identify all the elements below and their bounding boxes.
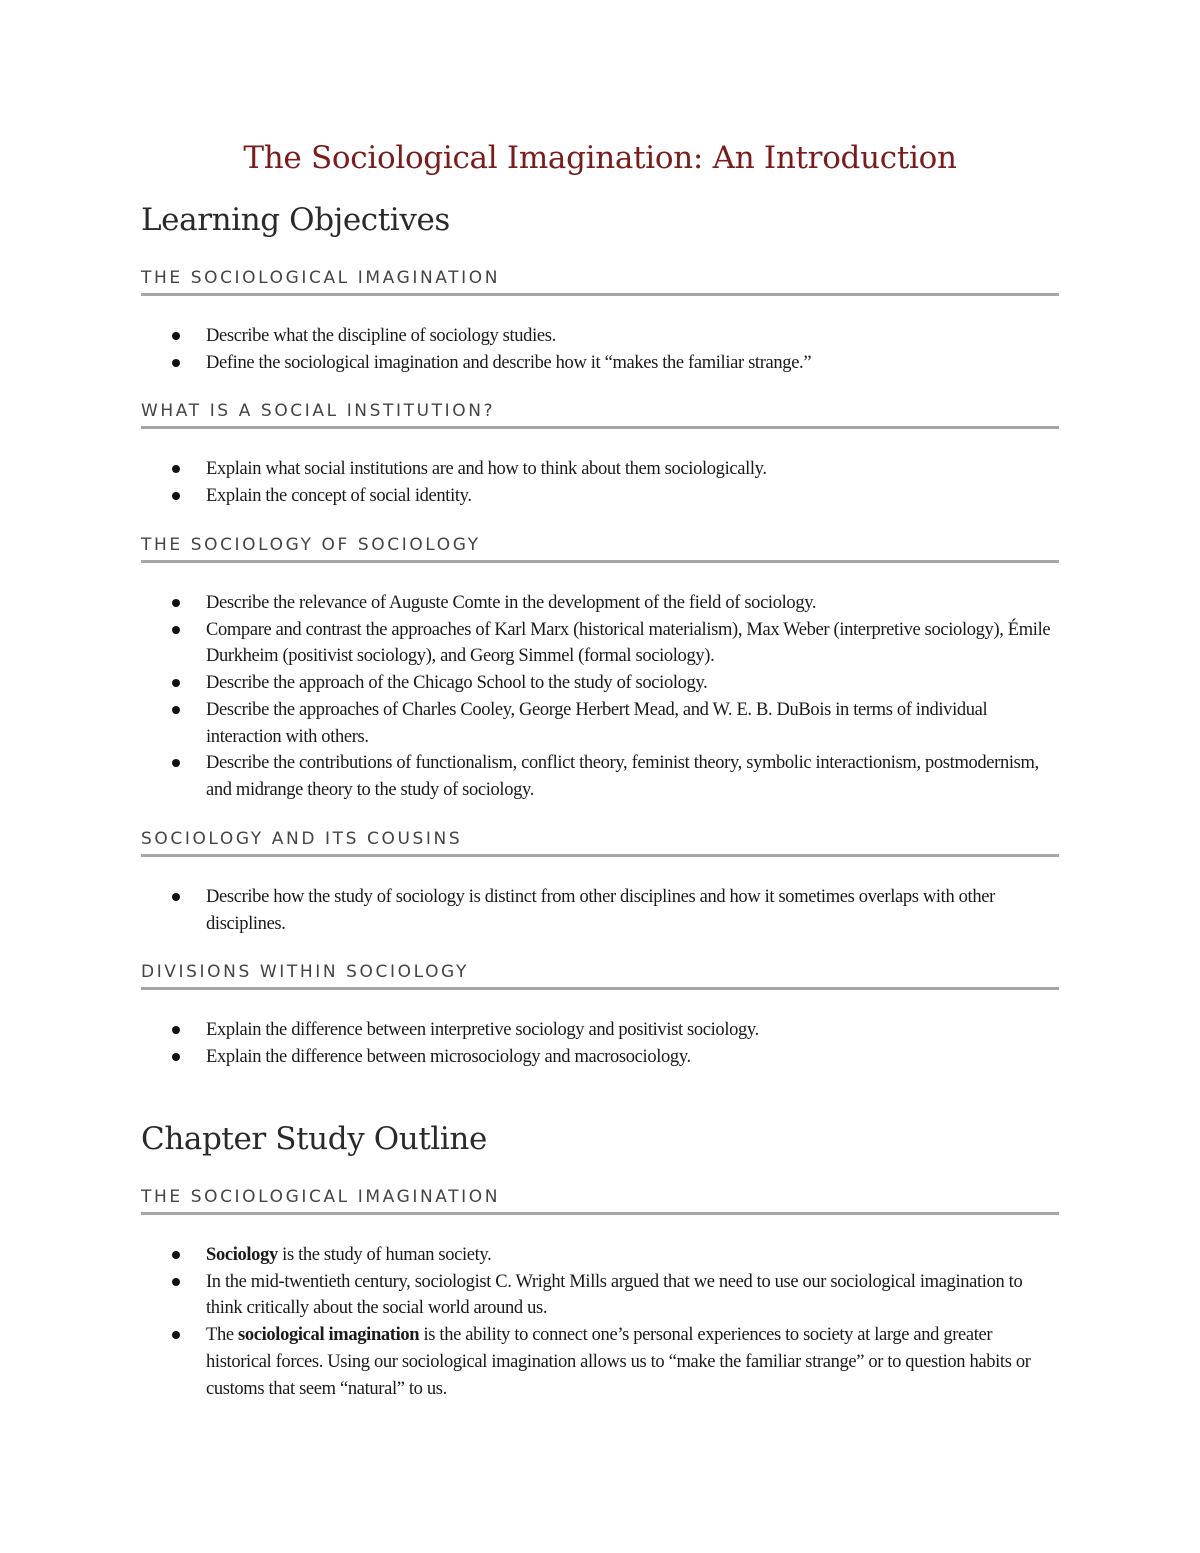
bullet-icon — [172, 1053, 180, 1061]
bullet-icon — [172, 1278, 180, 1286]
outline-list-1 — [141, 1242, 1059, 1402]
objectives-list-1 — [141, 323, 1059, 376]
bullet-icon — [172, 626, 180, 634]
list-item: The sociological imagination is the ability to connect one’s personal experiences to society at large and greater historical forces. Using our sociological imagination allows us to “make the familiar strange” or to question habits or customs that seem “natural” to us. — [141, 1322, 1059, 1402]
section-heading-divisions: DIVISIONS WITHIN SOCIOLOGY — [141, 962, 1059, 990]
section-heading-outline-sociological-imagination: THE SOCIOLOGICAL IMAGINATION — [141, 1187, 1059, 1215]
list-item: Describe the contributions of functionalism, conflict theory, feminist theory, symbolic interactionism, postmodernism, and midrange theory to the study of sociology. — [141, 750, 1059, 803]
document-title: The Sociological Imagination: An Introduction — [243, 140, 957, 176]
list-item: Describe the relevance of Auguste Comte in the development of the field of sociology. — [141, 590, 1059, 617]
term-sociology: Sociology — [206, 1245, 278, 1265]
term-sociological-imagination: sociological imagination — [238, 1325, 420, 1346]
bullet-icon — [172, 1251, 180, 1259]
section-heading-sociological-imagination: THE SOCIOLOGICAL IMAGINATION — [141, 268, 1059, 296]
bullet-icon — [172, 492, 180, 500]
objectives-list-2 — [141, 456, 1059, 509]
list-item: Explain what social institutions are and how to think about them sociologically. — [141, 456, 1059, 483]
bullet-icon — [172, 599, 180, 607]
bullet-icon — [172, 1331, 180, 1339]
list-item: Explain the concept of social identity. — [141, 483, 1059, 510]
chapter-outline-heading: Chapter Study Outline — [141, 1121, 487, 1157]
list-item: Describe the approaches of Charles Cooley, George Herbert Mead, and W. E. B. DuBois in terms of individual interaction with others. — [141, 697, 1059, 750]
list-item: Explain the difference between interpretive sociology and positivist sociology. — [141, 1017, 1059, 1044]
bullet-icon — [172, 465, 180, 473]
bullet-icon — [172, 706, 180, 714]
objectives-list-5 — [141, 1017, 1059, 1070]
section-heading-sociology-of-sociology: THE SOCIOLOGY OF SOCIOLOGY — [141, 535, 1059, 563]
objectives-list-3 — [141, 590, 1059, 804]
list-item: Explain the difference between microsociology and macrosociology. — [141, 1044, 1059, 1071]
section-heading-sociology-cousins: SOCIOLOGY AND ITS COUSINS — [141, 829, 1059, 857]
bullet-icon — [172, 759, 180, 767]
list-item: Define the sociological imagination and describe how it “makes the familiar strange.” — [141, 350, 1059, 377]
section-heading-social-institution: WHAT IS A SOCIAL INSTITUTION? — [141, 401, 1059, 429]
list-item: Describe what the discipline of sociology studies. — [141, 323, 1059, 350]
bullet-icon — [172, 1026, 180, 1034]
list-item: In the mid-twentieth century, sociologist C. Wright Mills argued that we need to use our sociological imagination to think critically about the social world around us. — [141, 1269, 1059, 1322]
list-item: Compare and contrast the approaches of Karl Marx (historical materialism), Max Weber (interpretive sociology), Émile Durkheim (positivist sociology), and Georg Simmel (formal sociology). — [141, 617, 1059, 670]
list-item: Sociology is the study of human society. — [141, 1242, 1059, 1269]
list-item: Describe how the study of sociology is distinct from other disciplines and how it sometimes overlaps with other disciplines. — [141, 884, 1059, 937]
list-item: Describe the approach of the Chicago School to the study of sociology. — [141, 670, 1059, 697]
bullet-icon — [172, 332, 180, 340]
bullet-icon — [172, 893, 180, 901]
objectives-list-4 — [141, 884, 1059, 937]
bullet-icon — [172, 679, 180, 687]
bullet-icon — [172, 359, 180, 367]
learning-objectives-heading: Learning Objectives — [141, 202, 450, 238]
